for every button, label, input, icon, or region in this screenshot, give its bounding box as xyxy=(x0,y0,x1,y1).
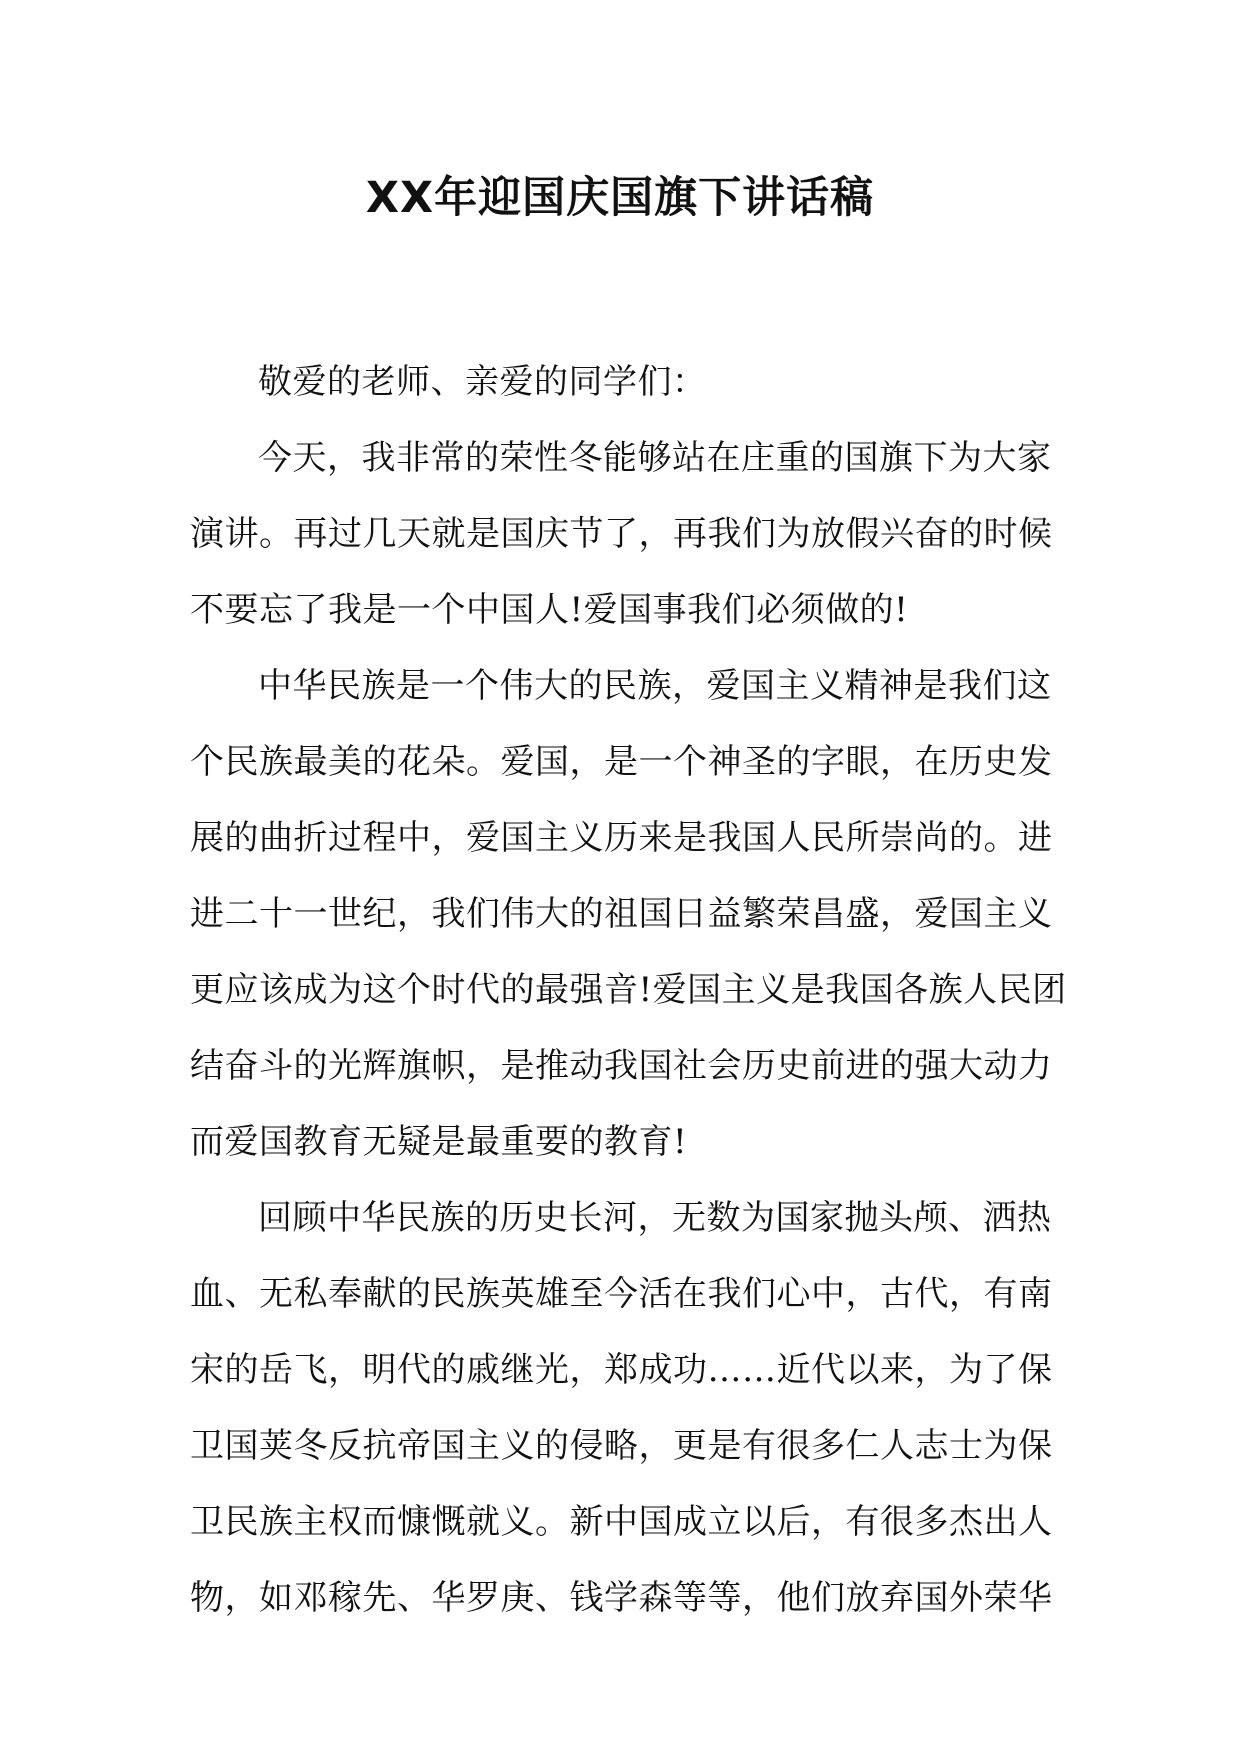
text-line: 展的曲折过程中，爱国主义历来是我国人民所崇尚的。进 xyxy=(190,818,1053,858)
text-line: 结奋斗的光辉旗帜，是推动我国社会历史前进的强大动力 xyxy=(190,1046,1053,1086)
text-line: 个民族最美的花朵。爱国，是一个神圣的字眼，在历史发 xyxy=(190,742,1053,782)
text-line: 更应该成为这个时代的最强音!爱国主义是我国各族人民团 xyxy=(190,970,1067,1010)
text-line: 宋的岳飞，明代的戚继光，郑成功……近代以来，为了保 xyxy=(190,1350,1053,1390)
text-line: 回顾中华民族的历史长河，无数为国家抛头颅、洒热 xyxy=(258,1198,1052,1238)
text-line: 物，如邓稼先、华罗庚、钱学森等等，他们放弃国外荣华 xyxy=(190,1578,1053,1618)
document-title: XX年迎国庆国旗下讲话稿 xyxy=(365,173,875,223)
document-body xyxy=(190,344,1067,1636)
text-line: 进二十一世纪，我们伟大的祖国日益繁荣昌盛，爱国主义 xyxy=(190,894,1053,934)
text-line: 演讲。再过几天就是国庆节了，再我们为放假兴奋的时候 xyxy=(190,514,1053,554)
text-line: 卫国荚冬反抗帝国主义的侵略，更是有很多仁人志士为保 xyxy=(190,1426,1053,1466)
text-line: 卫民族主权而慷慨就义。新中国成立以后，有很多杰出人 xyxy=(190,1502,1053,1542)
text-line: 血、无私奉献的民族英雄至今活在我们心中，古代，有南 xyxy=(190,1274,1053,1314)
text-line: 而爱国教育无疑是最重要的教育! xyxy=(190,1122,688,1162)
text-line: 今天，我非常的荣性冬能够站在庄重的国旗下为大家 xyxy=(258,438,1052,478)
text-line: 不要忘了我是一个中国人!爱国事我们必须做的! xyxy=(190,590,909,630)
text-line: 敬爱的老师、亲爱的同学们： xyxy=(258,362,707,402)
text-line: 中华民族是一个伟大的民族，爱国主义精神是我们这 xyxy=(258,666,1052,706)
